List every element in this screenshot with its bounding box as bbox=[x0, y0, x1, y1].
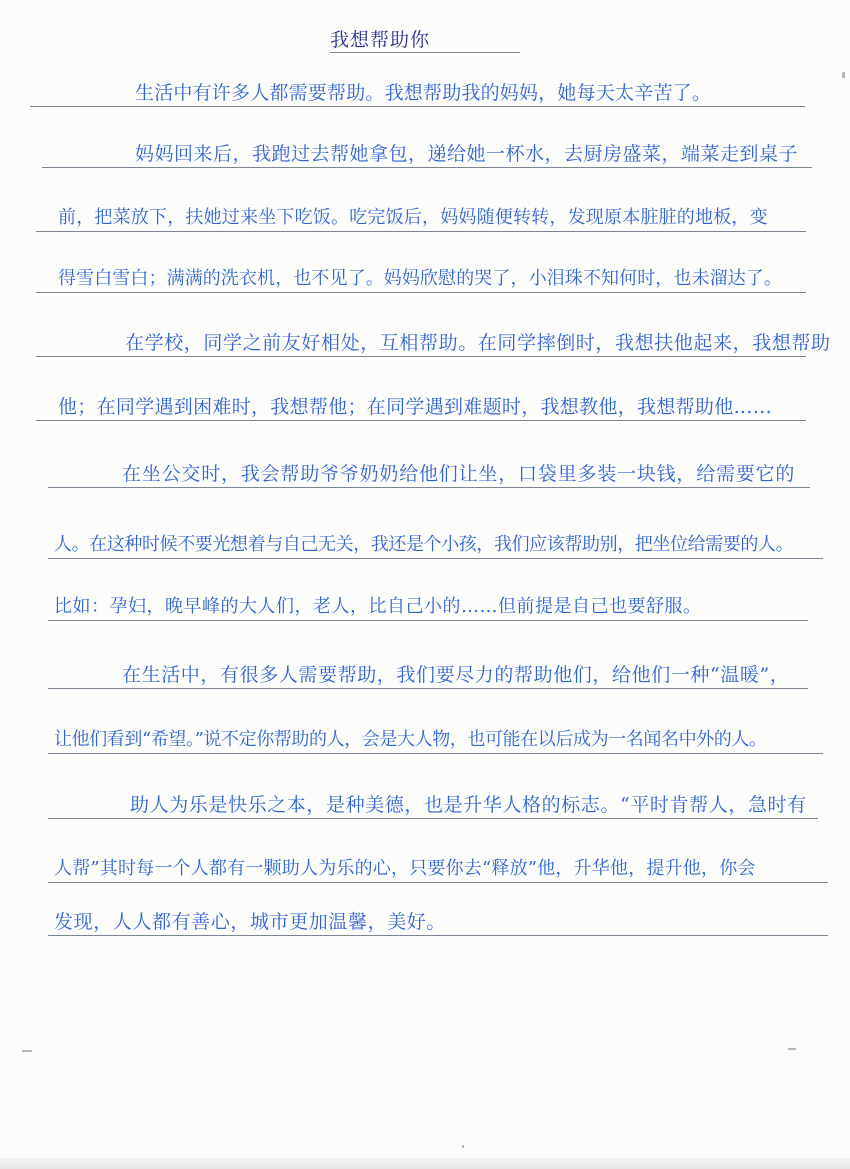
essay-line bbox=[0, 264, 850, 308]
essay-line-text: 让他们看到“希望。”说不定你帮助的人，会是大人物，也可能在以后成为一名闻名中外的人。 bbox=[54, 729, 767, 750]
essay-line bbox=[0, 136, 850, 180]
essay-line-text: 人。在这种时候不要光想着与自己无关，我还是个小孩，我们应该帮助别，把坐位给需要的人。 bbox=[54, 534, 794, 555]
essay-line-text: 妈妈回来后，我跑过去帮她拿包，递给她一杯水，去厨房盛菜，端菜走到桌子 bbox=[135, 143, 799, 165]
essay-line bbox=[0, 324, 850, 368]
essay-line-text: 发现，人人都有善心，城市更加温馨，美好。 bbox=[54, 911, 447, 933]
essay-title: 我想帮助你 bbox=[330, 29, 431, 51]
scan-speck bbox=[22, 1050, 32, 1052]
essay-line bbox=[0, 456, 850, 500]
scan-speck bbox=[842, 72, 845, 78]
essay-line-text: 在学校，同学之前友好相处，互相帮助。在同学摔倒时，我想扶他起来，我想帮助 bbox=[125, 332, 831, 354]
title-underline bbox=[330, 52, 520, 53]
essay-line-text: 得雪白雪白；满满的洗衣机，也不见了。妈妈欣慰的哭了，小泪珠不知何时，也未溜达了。 bbox=[58, 268, 782, 289]
essay-line bbox=[0, 526, 850, 570]
essay-line bbox=[0, 786, 850, 830]
scan-speck bbox=[788, 1048, 796, 1050]
essay-line bbox=[0, 388, 850, 432]
essay-line-text: 人帮”其时每一个人都有一颗助人为乐的心，只要你去“释放”他，升华他，提升他，你会 bbox=[54, 858, 756, 879]
essay-line-text: 在生活中，有很多人需要帮助，我们要尽力的帮助他们，给他们一种“温暖”， bbox=[122, 664, 790, 686]
essay-line-text: 他；在同学遇到困难时，我想帮他；在同学遇到难题时，我想教他，我想帮助他…… bbox=[58, 396, 773, 418]
page-bottom-edge bbox=[0, 1158, 850, 1169]
essay-line bbox=[0, 658, 850, 702]
essay-line-text: 前，把菜放下，扶她过来坐下吃饭。吃完饭后，妈妈随便转转，发现原本脏脏的地板，变 bbox=[58, 207, 768, 228]
essay-line bbox=[0, 78, 850, 122]
essay-line-text: 在坐公交时，我会帮助爷爷奶奶给他们让坐，口袋里多装一块钱，给需要它的 bbox=[122, 463, 796, 485]
essay-line-text: 生活中有许多人都需要帮助。我想帮助我的妈妈，她每天太辛苦了。 bbox=[135, 82, 712, 104]
essay-line bbox=[0, 850, 850, 894]
essay-line-text: 助人为乐是快乐之本，是种美德，也是升华人格的标志。“平时肯帮人，急时有 bbox=[130, 794, 807, 816]
essay-line bbox=[0, 200, 850, 244]
essay-line bbox=[0, 590, 850, 634]
essay-line bbox=[0, 906, 850, 950]
scan-speck bbox=[462, 1145, 464, 1148]
essay-line-text: 比如：孕妇，晚早峰的大人们，老人，比自己小的……但前提是自己也要舒服。 bbox=[54, 596, 702, 617]
essay-line bbox=[0, 722, 850, 766]
